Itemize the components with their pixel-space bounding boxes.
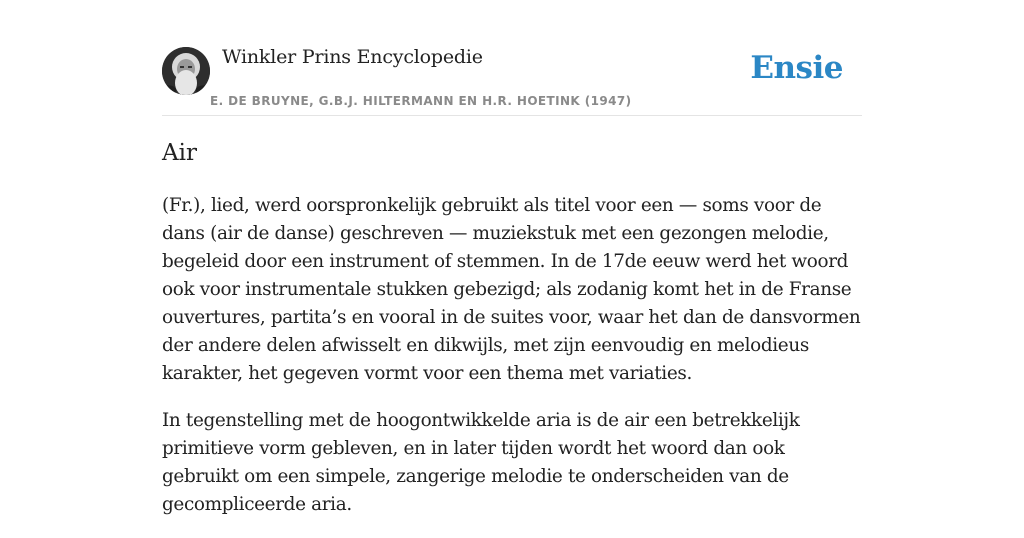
article-paragraph: In tegenstelling met de hoogontwikkelde aria is de air een betrekkelijk primitieve vorm gebleven, en in later tijden wordt het woord dan ook gebruikt om een simpele, zangerige melodie te onderscheiden van de gecompliceerde aria. bbox=[162, 410, 800, 515]
page-container bbox=[162, 0, 862, 515]
author-avatar[interactable] bbox=[162, 47, 210, 95]
ensie-logo[interactable]: Ensie bbox=[750, 50, 843, 86]
portrait-icon bbox=[162, 47, 210, 95]
source-title[interactable]: Winkler Prins Encyclopedie bbox=[222, 46, 483, 68]
article-body bbox=[162, 192, 862, 538]
article-paragraph: (Fr.), lied, werd oorspronkelijk gebruikt als titel voor een — soms voor de dans (air de danse) geschreven — muziekstuk met een gezongen melodie, begeleid door een instrument of stemmen. In de 17de eeuw werd het woord ook voor instrumentale stukken gebezigd; als zodanig komt het in de Franse ouvertures, partita’s en vooral in de suites voor, waar het dan de dansvormen der andere delen afwisselt en dikwijls, met zijn eenvoudig en melodieus karakter, het gegeven vormt voor een thema met variaties. bbox=[162, 195, 861, 384]
source-authors: E. DE BRUYNE, G.B.J. HILTERMANN EN H.R. HOETINK (1947) bbox=[210, 94, 632, 108]
source-header bbox=[162, 0, 862, 116]
article-title: Air bbox=[162, 140, 197, 166]
